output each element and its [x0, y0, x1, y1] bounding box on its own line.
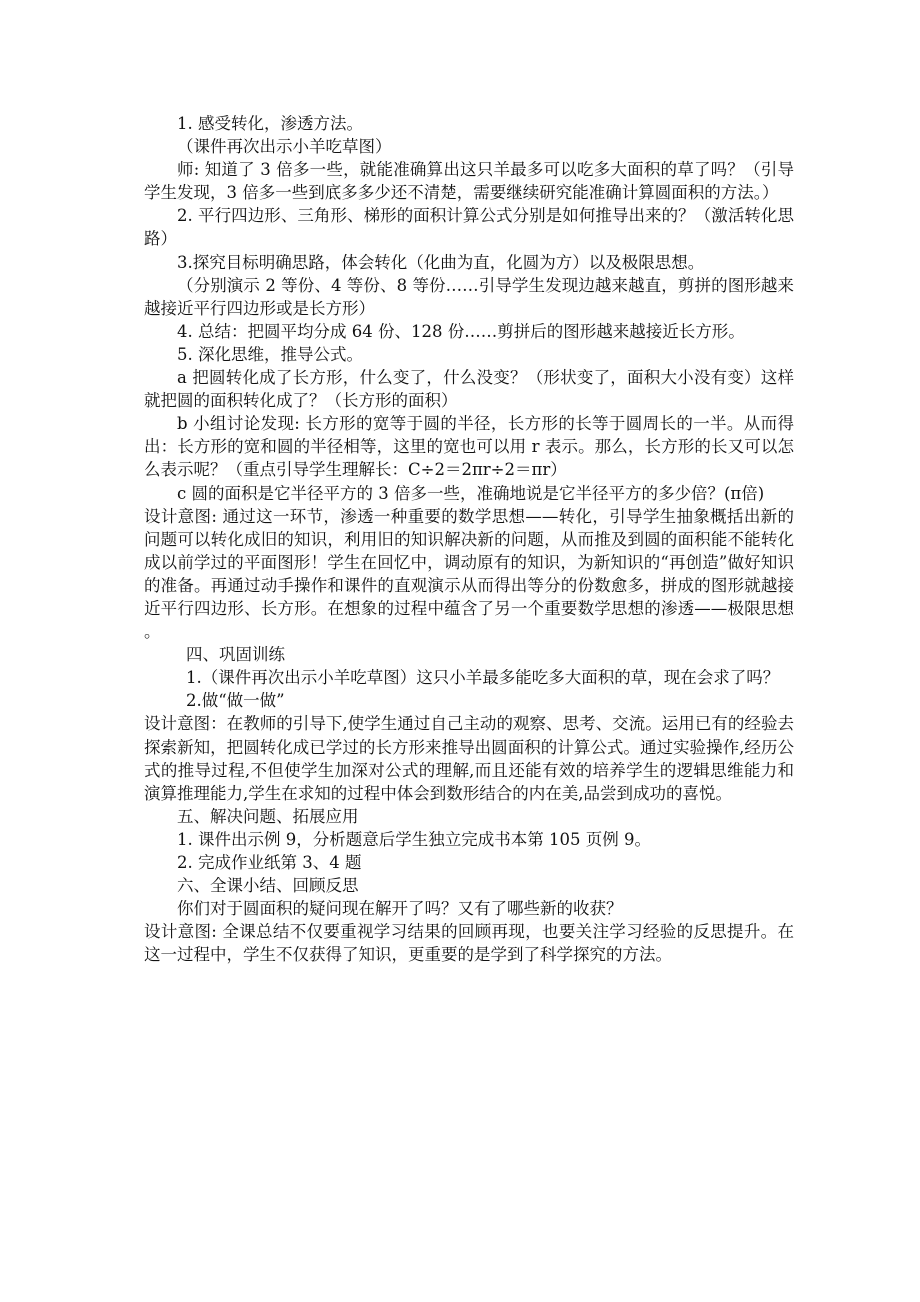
- design-intent-1: 设计意图: 通过这一环节，渗透一种重要的数学思想——转化，引导学生抽象概括出新的问题可以转化成旧的知识，利用旧的知识解决新的问题，从而推及到圆的面积能不能转化成以前学过的平面图形！学生在回忆中，调动原有的知识，为新知识的“再创造”做好知识的准备。再通过动手操作和课件的直观演示从而得出等分的份数愈多，拼成的图形就越接近平行四边形、长方形。在想象的过程中蕴含了另一个重要数学思想的渗透——极限思想。: [144, 506, 794, 642]
- practice-item-2: 2.做“做一做”: [186, 691, 285, 711]
- section-heading-6: 六、全课小结、回顾反思: [177, 876, 359, 896]
- practice-item-1: 1.（课件再次出示小羊吃草图）这只小羊最多能吃多大面积的草，现在会求了吗？: [186, 668, 780, 688]
- section-heading-5: 五、解决问题、拓展应用: [177, 806, 359, 826]
- section-step-4: 4. 总结：把圆平均分成 64 份、128 份……剪拼后的图形越来越接近长方形。: [177, 321, 745, 341]
- application-item-1: 1. 课件出示例 9，分析题意后学生独立完成书本第 105 页例 9。: [177, 829, 651, 849]
- item-a: a 把圆转化成了长方形，什么变了，什么没变？（形状变了，面积大小没有变）这样就把圆的面积转化成了？（长方形的面积）: [144, 368, 794, 411]
- demo-note: （分别演示 2 等份、4 等份、8 等份……引导学生发现边越来越直，剪拼的图形越来越接近平行四边形或是长方形）: [144, 275, 794, 318]
- teacher-question: 师: 知道了 3 倍多一些，就能准确算出这只羊最多可以吃多大面积的草了吗？（引导学生发现，3 倍多一些到底多多少还不清楚，需要继续研究能准确计算圆面积的方法。）: [144, 160, 794, 203]
- design-intent-2: 设计意图：在教师的引导下,使学生通过自己主动的观察、思考、交流。运用已有的经验去探索新知，把圆转化成已学过的长方形来推导出圆面积的计算公式。通过实验操作,经历公式的推导过程,不但使学生加深对公式的理解,而且还能有效的培养学生的逻辑思维能力和演算推理能力,学生在求知的过程中体会到数形结合的内在美,品尝到成功的喜悦。: [144, 714, 794, 803]
- section-step-3: 3.探究目标明确思路，体会转化（化曲为直，化圆为方）以及极限思想。: [177, 252, 705, 272]
- item-c: c 圆的面积是它半径平方的 3 倍多一些，准确地说是它半径平方的多少倍？(π倍): [177, 483, 765, 503]
- section-heading-4: 四、巩固训练: [186, 645, 285, 665]
- application-item-2: 2. 完成作业纸第 3、4 题: [177, 853, 362, 872]
- design-intent-3: 设计意图: 全课总结不仅要重视学习结果的回顾再现，也要关注学习经验的反思提升。在这一过程中，学生不仅获得了知识，更重要的是学到了科学探究的方法。: [144, 922, 794, 965]
- section-step-5: 5. 深化思维，推导公式。: [177, 344, 363, 364]
- courseware-note: （课件再次出示小羊吃草图）: [177, 137, 392, 157]
- item-b: b 小组讨论发现: 长方形的宽等于圆的半径，长方形的长等于圆周长的一半。从而得出：长方形的宽和圆的半径相等，这里的宽也可以用 r 表示。那么，长方形的长又可以怎么表示呢？（重点引导学生理解长：C÷2＝2πr÷2＝πr）: [144, 414, 794, 480]
- section-step-2: 2. 平行四边形、三角形、梯形的面积计算公式分别是如何推导出来的？（激活转化思路）: [144, 206, 794, 249]
- summary-question: 你们对于圆面积的疑问现在解开了吗？又有了哪些新的收获？: [177, 899, 623, 919]
- section-step-1: 1. 感受转化，渗透方法。: [177, 114, 363, 133]
- document-page: [144, 112, 794, 966]
